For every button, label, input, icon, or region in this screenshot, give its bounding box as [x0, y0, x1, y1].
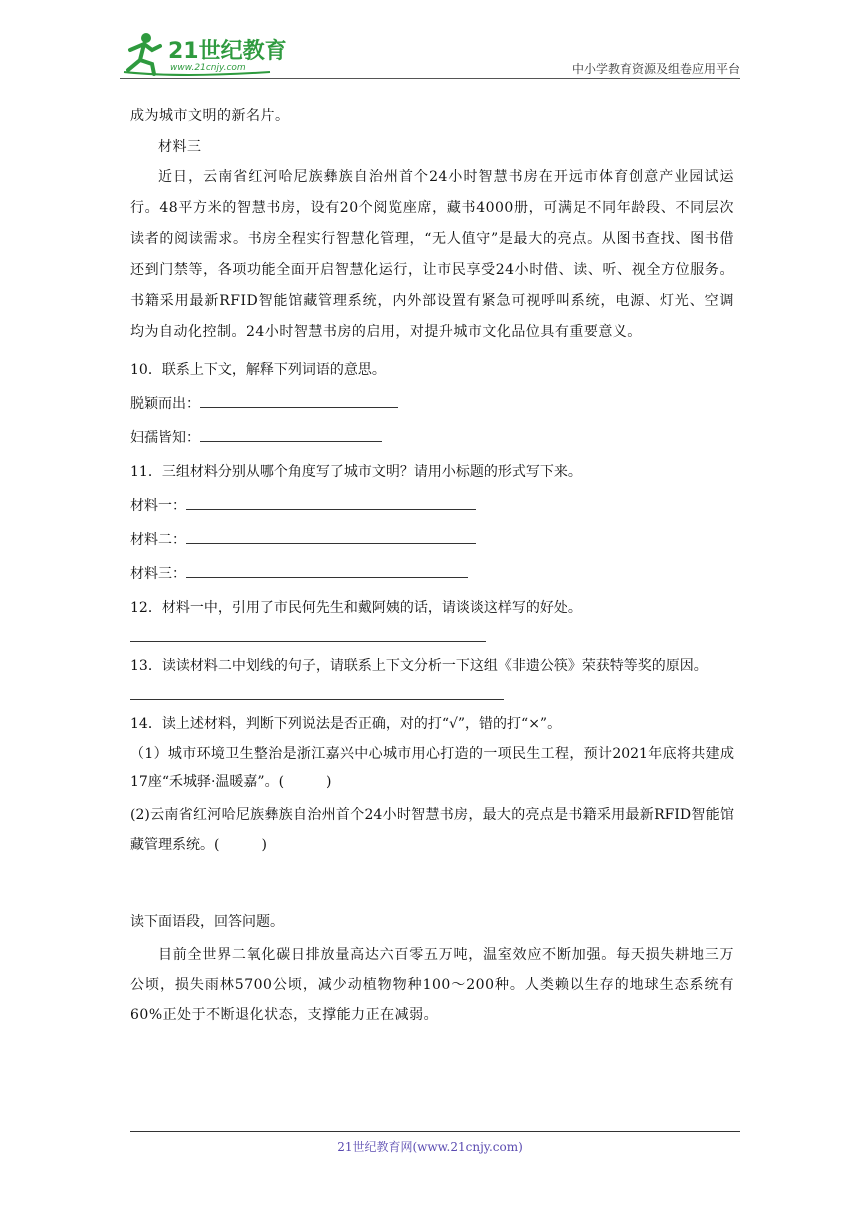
q14-item-1: （1）城市环境卫生整治是浙江嘉兴中心城市用心打造的一项民生工程，预计2021年底将共建成17座“禾城驿·温暖嘉”。( ) — [130, 746, 734, 790]
q10-term-a: 脱颖而出： — [130, 396, 200, 412]
question-10: 10．联系上下文，解释下列词语的意思。 — [130, 362, 386, 378]
q12-answer-line[interactable] — [130, 640, 486, 642]
reading-passage: 目前全世界二氧化碳日排放量高达六百零五万吨，温室效应不断加强。每天损失耕地三万公顷，损失雨林5700公顷，减少动植物物种100～200种。人类赖以生存的地球生态系统有60%正处于不断退化状态，支撑能力正在减弱。 — [130, 947, 734, 1023]
material3-text: 近日，云南省红河哈尼族彝族自治州首个24小时智慧书房在开远市体育创意产业园试运行。48平方米的智慧书房，设有20个阅览座席，藏书4000册，可满足不同年龄段、不同层次读者的阅读需求。书房全程实行智慧化管理，“无人值守”是最大的亮点。从图书查找、图书借还到门禁等，各项功能全面开启智慧化运行，让市民享受24小时借、读、听、视全方位服务。书籍采用最新RFID智能馆藏管理系统，内外部设置有紧急可视呼叫系统，电源、灯光、空调均为自动化控制。24小时智慧书房的启用，对提升城市文化品位具有重要意义。 — [130, 169, 734, 340]
q11-blank-c[interactable] — [186, 563, 468, 578]
document-body — [130, 104, 734, 1030]
q11-blank-b[interactable] — [186, 529, 476, 544]
question-13: 13．读读材料二中划线的句子，请联系上下文分析一下这组《非遗公筷》荣获特等奖的原因。 — [130, 658, 708, 674]
question-11: 11．三组材料分别从哪个角度写了城市文明？请用小标题的形式写下来。 — [130, 464, 582, 480]
question-12: 12．材料一中，引用了市民何先生和戴阿姨的话，请谈谈这样写的好处。 — [130, 600, 582, 616]
q10-answer-b — [130, 427, 734, 448]
q13-answer-line[interactable] — [130, 698, 504, 700]
q10-answer-a — [130, 393, 734, 414]
q10-blank-a[interactable] — [200, 393, 398, 408]
q11-label-b: 材料二： — [130, 532, 186, 548]
q11-blank-a[interactable] — [186, 495, 476, 510]
q11-answer-b — [130, 529, 734, 550]
continuation-line: 成为城市文明的新名片。 — [130, 108, 290, 124]
q10-blank-b[interactable] — [200, 427, 382, 442]
q14-item-2: (2)云南省红河哈尼族彝族自治州首个24小时智慧书房，最大的亮点是书籍采用最新RFID智能馆藏管理系统。( ) — [130, 807, 734, 853]
logo-url: www.21cnjy.com — [170, 63, 246, 73]
question-14: 14．读上述材料，判断下列说法是否正确，对的打“√”，错的打“×”。 — [130, 716, 562, 732]
material3-title: 材料三 — [158, 139, 202, 155]
footer-divider — [130, 1131, 740, 1132]
q11-label-a: 材料一： — [130, 498, 186, 514]
header-divider — [120, 78, 740, 79]
q10-term-b: 妇孺皆知： — [130, 430, 200, 446]
q11-label-c: 材料三： — [130, 566, 186, 582]
q11-answer-c — [130, 563, 734, 584]
read-prompt: 读下面语段，回答问题。 — [130, 914, 284, 930]
page-header — [120, 28, 740, 80]
runner-logo-icon — [120, 28, 300, 78]
header-platform-text: 中小学教育资源及组卷应用平台 — [571, 62, 740, 76]
logo-text: 21世纪教育 — [168, 39, 287, 64]
site-logo[interactable] — [120, 28, 300, 78]
q11-answer-a — [130, 495, 734, 516]
footer-text[interactable]: 21世纪教育网(www.21cnjy.com) — [337, 1140, 523, 1154]
